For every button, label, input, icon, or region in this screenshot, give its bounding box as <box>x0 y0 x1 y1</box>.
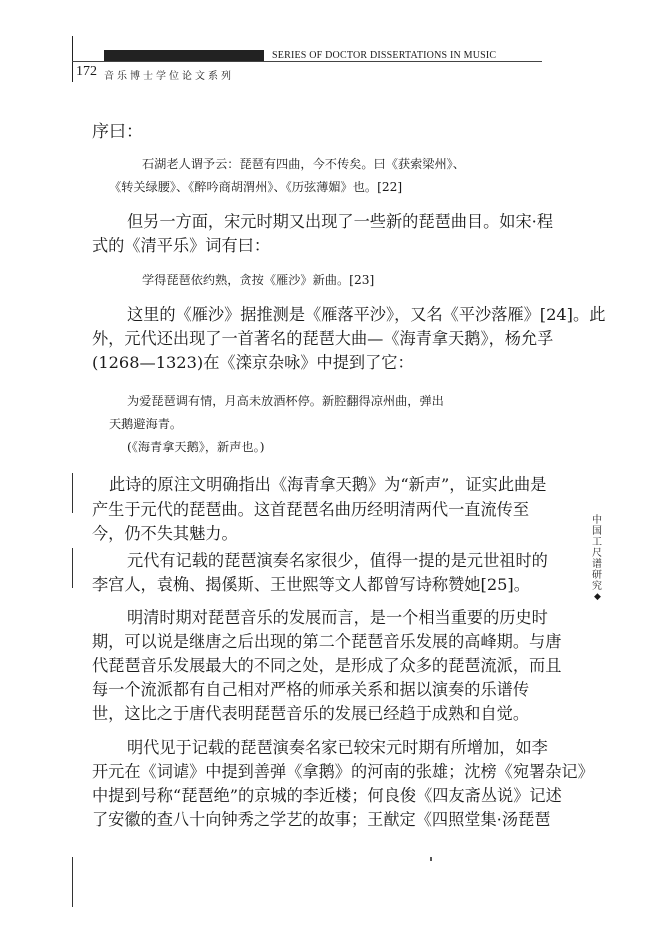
paragraph-line: 李宫人，袁桷、揭傒斯、王世熙等文人都曾写诗称赞她[25]。 <box>92 575 530 594</box>
paragraph-line: 产生于元代的琵琶曲。这首琵琶名曲历经明清两代一直流传至 <box>92 500 530 519</box>
quote-line: 学得琵琶依约熟，贪按《雁沙》新曲。[23] <box>142 273 375 287</box>
scan-edge-line <box>72 548 73 588</box>
quote-line: 《转关绿腰》、《醉吟商胡渭州》、《历弦薄媚》也。[22] <box>109 180 403 194</box>
paragraph-line: (1268—1323)在《滦京杂咏》中提到了它： <box>92 353 414 372</box>
paragraph-line: 式的《清平乐》词有曰： <box>92 236 271 255</box>
page-number: 172 <box>76 64 97 79</box>
header-series-title-cn: 音乐博士学位论文系列 <box>104 71 234 82</box>
quote-line: 为爱琵琶调有情，月高未放酒杯停。新腔翻得凉州曲，弹出 <box>127 394 444 408</box>
section-title: 序曰： <box>92 122 143 142</box>
diamond-icon: ◆ <box>594 592 601 602</box>
quote-line: 天鹅避海青。 <box>109 417 183 431</box>
paragraph-line: 开元在《词谑》中提到善弹《拿鹅》的河南的张雄；沈榜《宛署杂记》 <box>92 762 594 781</box>
paragraph-line: 了安徽的查八十向钟秀之学艺的故事；王猷定《四照堂集·汤琵琶 <box>92 810 551 829</box>
paragraph-line: 期，可以说是继唐之后出现的第二个琵琶音乐发展的高峰期。与唐 <box>92 632 562 651</box>
scan-edge-line <box>72 857 73 907</box>
quote-line: 石湖老人谓予云：琵琶有四曲，今不传矣。曰《获索梁州》、 <box>142 157 465 171</box>
paragraph-line: 世，这比之于唐代表明琵琶音乐的发展已经趋于成熟和自觉。 <box>92 704 530 723</box>
header-rule <box>72 61 542 62</box>
paragraph-line: 明清时期对琵琶音乐的发展而言，是一个相当重要的历史时 <box>127 608 548 627</box>
paragraph-line: 中提到号称“琵琶绝”的京城的李近楼；何良俊《四友斋丛说》记述 <box>92 786 562 805</box>
scan-speck <box>430 857 432 861</box>
quote-line: (《海青拿天鹅》，新声也。) <box>127 440 265 454</box>
paragraph-line: 此诗的原注文明确指出《海青拿天鹅》为“新声”，证实此曲是 <box>109 475 547 494</box>
header-black-bar <box>104 50 264 61</box>
scan-edge-line <box>72 473 73 513</box>
header-series-title: SERIES OF DOCTOR DISSERTATIONS IN MUSIC <box>272 50 497 61</box>
paragraph-line: 元代有记载的琵琶演奏名家很少，值得一提的是元世祖时的 <box>127 551 548 570</box>
paragraph-line: 代琵琶音乐发展最大的不同之处，是形成了众多的琵琶流派，而且 <box>92 656 562 675</box>
paragraph-line: 今，仍不失其魅力。 <box>92 524 238 543</box>
paragraph-line: 外，元代还出现了一首著名的琵琶大曲—《海青拿天鹅》，杨允孚 <box>92 329 554 348</box>
paragraph-line: 每一个流派都有自己相对严格的师承关系和据以演奏的乐谱传 <box>92 680 530 699</box>
paragraph-line: 但另一方面，宋元时期又出现了一些新的琵琶曲目。如宋·程 <box>127 212 554 231</box>
side-running-title: 中国工尺谱研究 <box>592 515 602 592</box>
paragraph-line: 这里的《雁沙》据推测是《雁落平沙》，又名《平沙落雁》[24]。此 <box>127 305 606 324</box>
paragraph-line: 明代见于记载的琵琶演奏名家已较宋元时期有所增加，如李 <box>127 738 548 757</box>
header-vertical-rule <box>72 36 73 82</box>
